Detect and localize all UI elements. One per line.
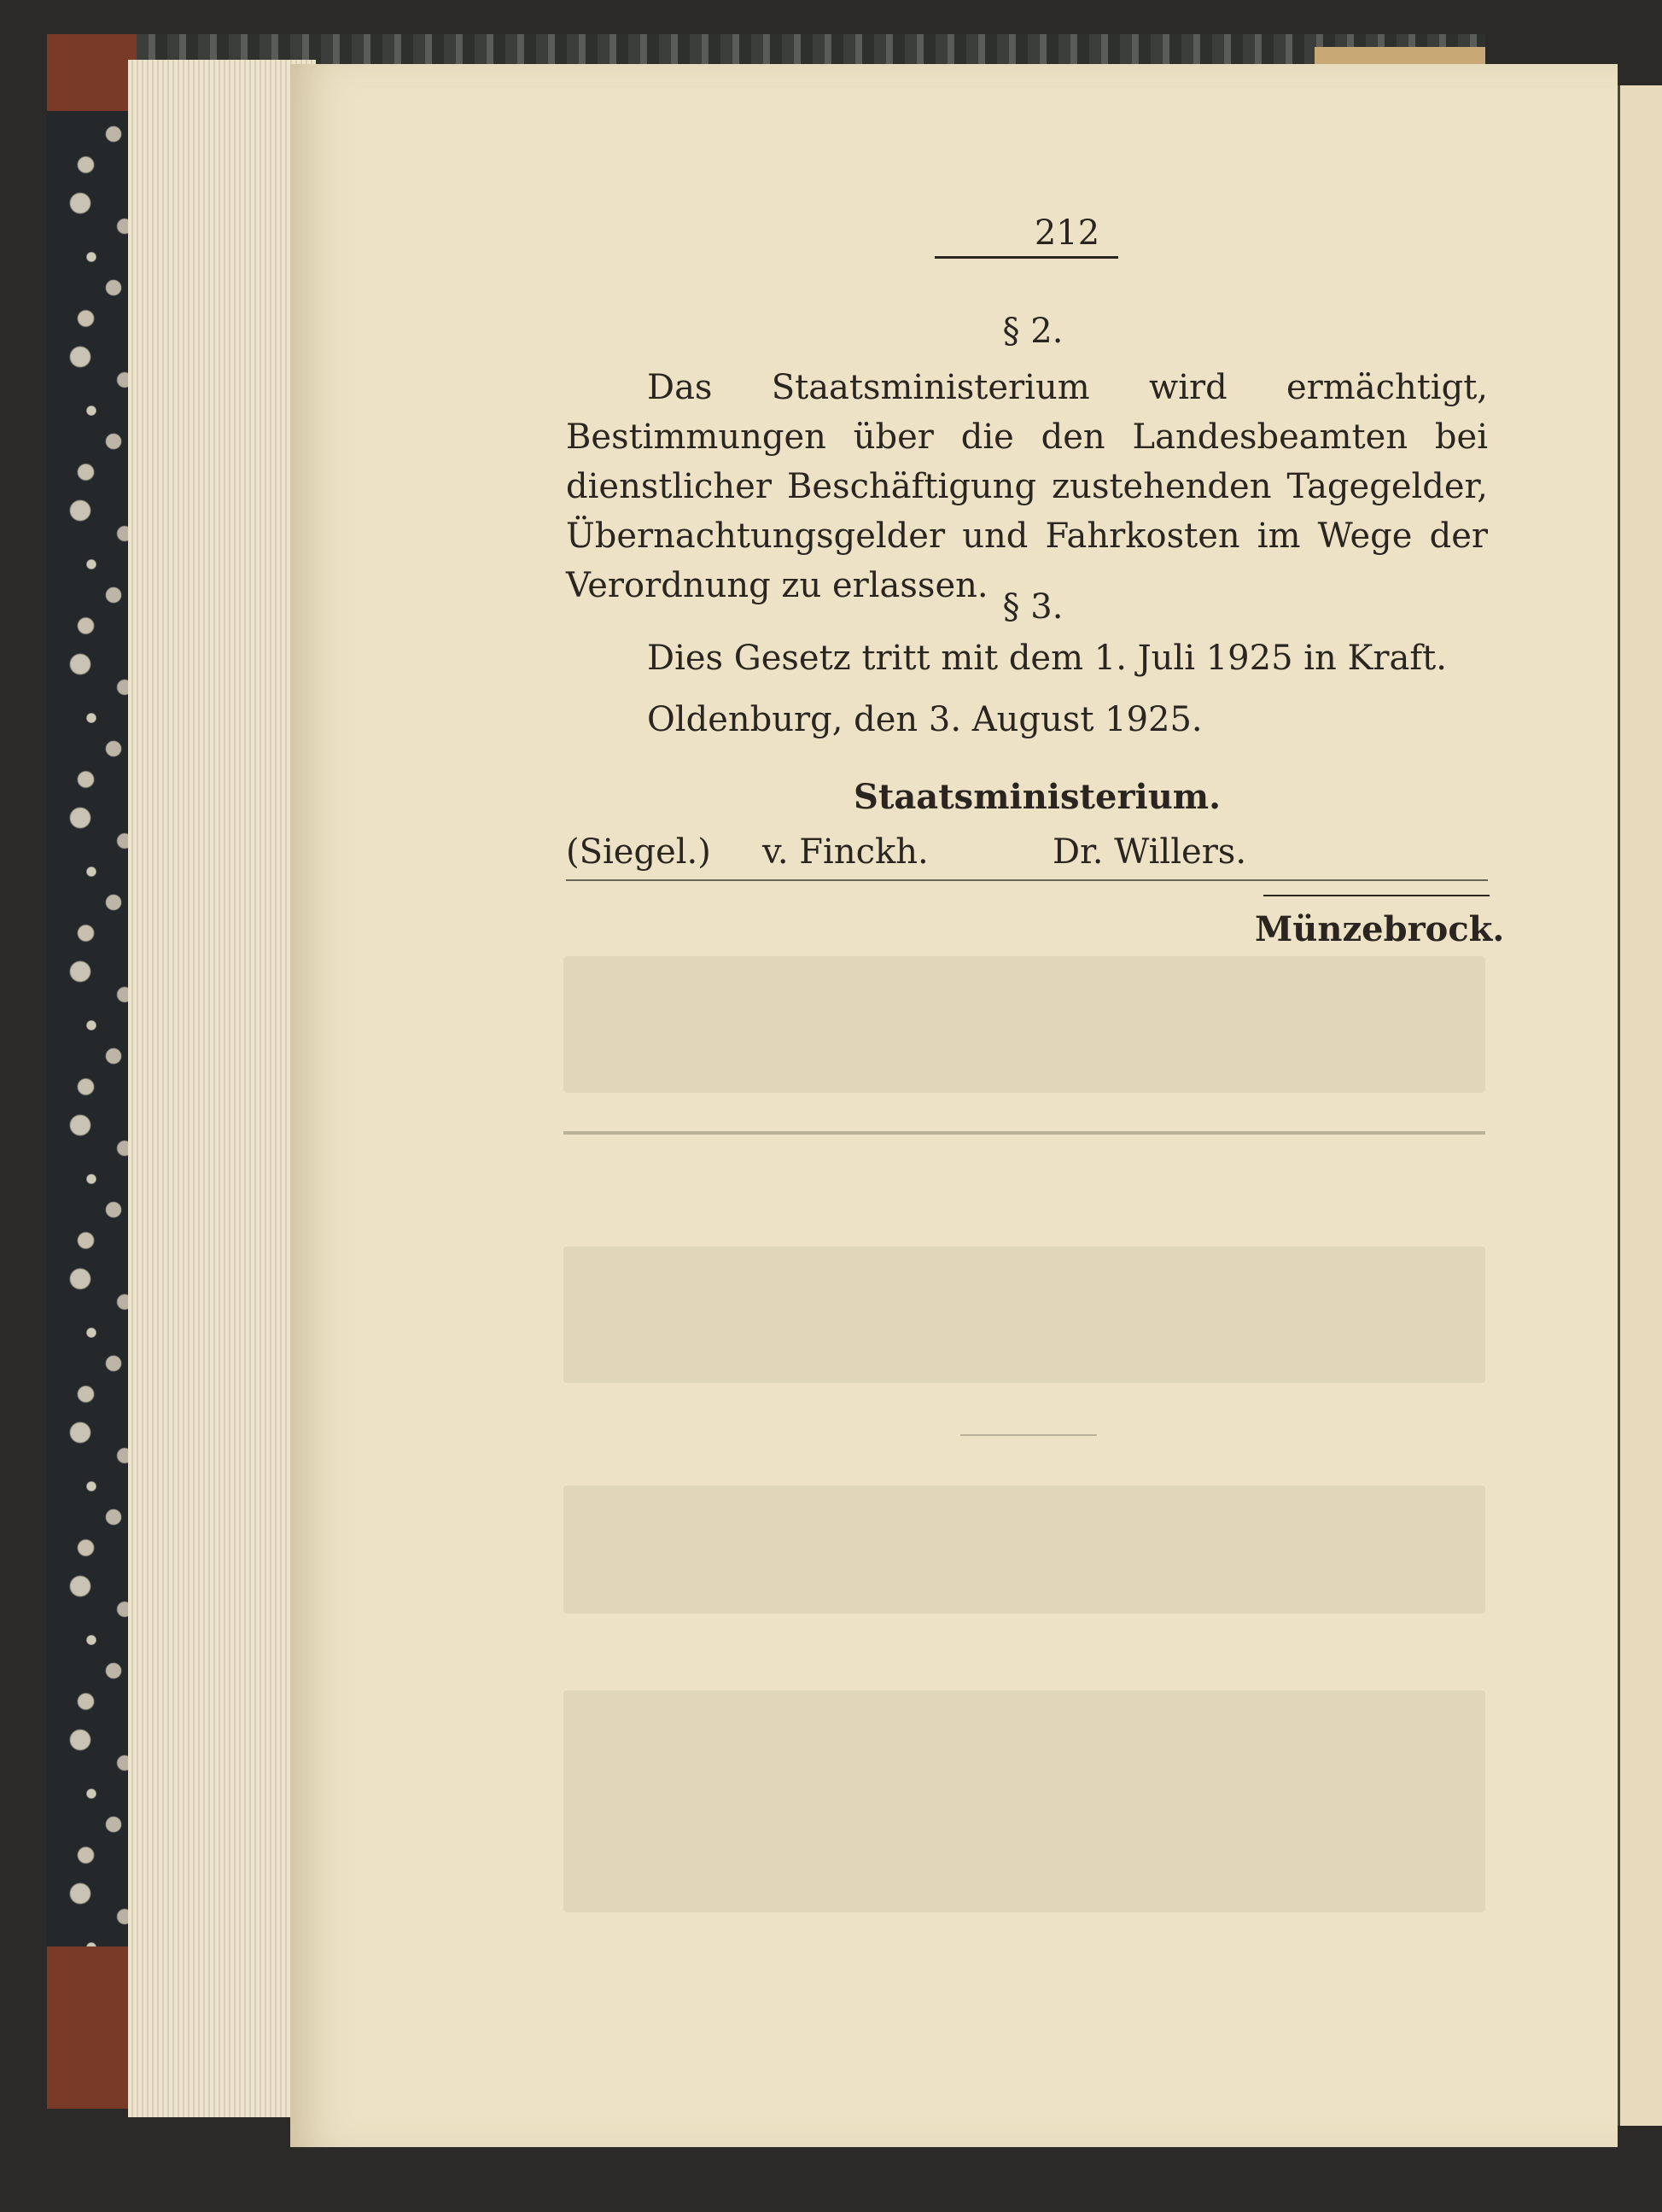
signature-rule [566,879,1488,881]
show-through [563,1690,1485,1912]
show-through [563,1246,1485,1383]
paragraph-section-2 [566,363,1488,610]
seal-note: (Siegel.) [566,832,711,872]
show-through-rule [960,1434,1097,1436]
cover-leather-corner [47,1946,141,2109]
countersign-rule [1263,895,1490,896]
facing-page-edge [1618,85,1662,2126]
show-through-rule [563,1131,1485,1135]
cover-leather-corner [47,34,141,111]
section-heading-2: § 2. [1002,312,1064,351]
paragraph-section-3: Dies Gesetz tritt mit dem 1. Juli 1925 in Kraft. [647,639,1447,678]
page-number-rule [935,256,1118,259]
show-through [563,956,1485,1093]
countersignature: Münzebrock. [1255,909,1505,949]
show-through [563,1485,1485,1614]
place-date: Oldenburg, den 3. August 1925. [647,700,1203,739]
signature-willers: Dr. Willers. [1053,832,1247,872]
section-heading-3: § 3. [1002,587,1064,627]
page-number: 212 [1034,213,1100,253]
page-edges [128,60,316,2117]
issuing-authority: Staatsministerium. [854,777,1222,817]
signature-finckh: v. Finckh. [762,832,929,872]
signature-row [566,832,1496,884]
paragraph-text: Das Staatsministerium wird ermächtigt, Bestimmungen über die den Landesbeamten bei dienstlicher Beschäftigung zustehenden Tagegelder, Übernachtungsgelder und Fahrkosten im Wege der Verordnung zu erlassen. [566,368,1488,605]
